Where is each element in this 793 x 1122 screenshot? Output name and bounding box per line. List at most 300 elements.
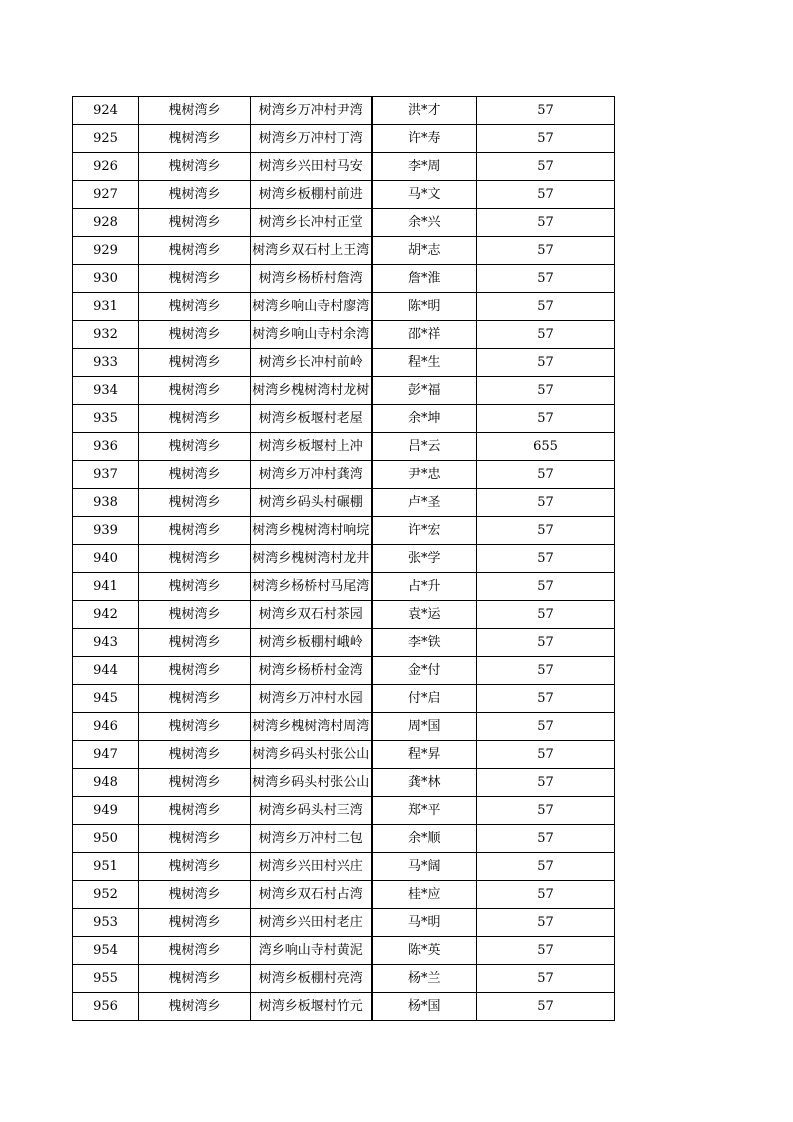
- address-cell: [251, 797, 372, 825]
- name-cell-text: 张*学: [407, 551, 441, 566]
- name-cell-text: 马*明: [407, 915, 441, 930]
- address-cell-text: 树湾乡码头村三湾: [258, 803, 363, 818]
- amount-cell: [477, 965, 615, 993]
- address-cell: [251, 965, 372, 993]
- row-number-cell-text: 945: [93, 691, 118, 706]
- row-number-cell: [73, 629, 139, 657]
- amount-cell: [477, 909, 615, 937]
- address-cell: [251, 265, 372, 293]
- table-row: [73, 265, 615, 293]
- address-cell-text: 树湾乡板棚村前进: [258, 187, 363, 202]
- township-cell: [139, 461, 251, 489]
- amount-cell-text: 57: [537, 579, 554, 594]
- amount-cell-text: 57: [537, 803, 554, 818]
- row-number-cell-text: 931: [93, 299, 118, 314]
- address-cell-text: 树湾乡万冲村尹湾: [258, 103, 363, 118]
- name-cell: [372, 153, 477, 181]
- name-cell: [372, 237, 477, 265]
- name-cell: [372, 797, 477, 825]
- amount-cell-text: 57: [537, 383, 554, 398]
- name-cell-text: 程*生: [407, 355, 441, 370]
- row-number-cell-text: 928: [93, 215, 118, 230]
- address-cell-text: 树湾乡万冲村二包: [258, 831, 363, 846]
- row-number-cell: [73, 293, 139, 321]
- address-cell: [251, 349, 372, 377]
- amount-cell: [477, 713, 615, 741]
- amount-cell-text: 57: [537, 887, 554, 902]
- address-cell-text: 树湾乡万冲村水园: [258, 691, 363, 706]
- address-cell: [251, 433, 372, 461]
- row-number-cell: [73, 545, 139, 573]
- row-number-cell-text: 941: [93, 579, 118, 594]
- address-cell: [251, 181, 372, 209]
- row-number-cell: [73, 405, 139, 433]
- name-cell: [372, 601, 477, 629]
- table-row: [73, 825, 615, 853]
- township-cell-text: 槐树湾乡: [168, 915, 221, 930]
- address-cell: [251, 629, 372, 657]
- township-cell: [139, 321, 251, 349]
- table-row: [73, 237, 615, 265]
- address-cell-text: 树湾乡板堰村老屋: [258, 411, 363, 426]
- row-number-cell: [73, 489, 139, 517]
- address-cell-text: 树湾乡兴田村兴庄: [258, 859, 363, 874]
- township-cell: [139, 965, 251, 993]
- address-cell: [251, 657, 372, 685]
- name-cell: [372, 461, 477, 489]
- address-cell-text: 树湾乡兴田村马安: [258, 159, 363, 174]
- name-cell-text: 陈*明: [407, 299, 441, 314]
- row-number-cell: [73, 797, 139, 825]
- address-cell: [251, 377, 372, 405]
- amount-cell-text: 57: [537, 831, 554, 846]
- row-number-cell-text: 952: [93, 887, 118, 902]
- name-cell: [372, 769, 477, 797]
- table-row: [73, 433, 615, 461]
- row-number-cell: [73, 825, 139, 853]
- table-row: [73, 909, 615, 937]
- amount-cell: [477, 405, 615, 433]
- name-cell-text: 彭*福: [407, 383, 441, 398]
- address-cell: [251, 237, 372, 265]
- name-cell-text: 邵*祥: [407, 327, 441, 342]
- address-cell: [251, 685, 372, 713]
- table-row: [73, 601, 615, 629]
- amount-cell: [477, 377, 615, 405]
- name-cell: [372, 965, 477, 993]
- name-cell-text: 程*昇: [407, 747, 441, 762]
- table-body: [73, 97, 615, 1021]
- township-cell-text: 槐树湾乡: [168, 747, 221, 762]
- name-cell-text: 金*付: [407, 663, 441, 678]
- township-cell: [139, 853, 251, 881]
- township-cell-text: 槐树湾乡: [168, 691, 221, 706]
- address-cell-text: 树湾乡码头村碾棚: [258, 495, 363, 510]
- name-cell: [372, 713, 477, 741]
- row-number-cell-text: 954: [93, 943, 118, 958]
- address-cell-text: 树湾乡杨桥村马尾湾: [252, 579, 370, 594]
- amount-cell-text: 57: [537, 467, 554, 482]
- row-number-cell-text: 936: [93, 439, 118, 454]
- table-row: [73, 993, 615, 1021]
- row-number-cell-text: 925: [93, 131, 118, 146]
- row-number-cell: [73, 97, 139, 125]
- township-cell-text: 槐树湾乡: [168, 831, 221, 846]
- name-cell-text: 胡*志: [407, 243, 441, 258]
- table-row: [73, 293, 615, 321]
- name-cell-text: 桂*应: [407, 887, 441, 902]
- amount-cell: [477, 97, 615, 125]
- name-cell-text: 郑*平: [407, 803, 441, 818]
- name-cell-text: 马*阔: [407, 859, 441, 874]
- amount-cell-text: 57: [537, 999, 554, 1014]
- table-row: [73, 405, 615, 433]
- row-number-cell: [73, 853, 139, 881]
- name-cell: [372, 629, 477, 657]
- address-cell-text: 树湾乡板堰村上冲: [258, 439, 363, 454]
- row-number-cell: [73, 993, 139, 1021]
- table-row: [73, 349, 615, 377]
- address-cell-text: 树湾乡板堰村竹元: [258, 999, 363, 1014]
- row-number-cell: [73, 433, 139, 461]
- row-number-cell-text: 932: [93, 327, 118, 342]
- township-cell-text: 槐树湾乡: [168, 579, 221, 594]
- township-cell: [139, 601, 251, 629]
- township-cell-text: 槐树湾乡: [168, 523, 221, 538]
- township-cell: [139, 209, 251, 237]
- row-number-cell-text: 942: [93, 607, 118, 622]
- amount-cell-text: 655: [533, 439, 558, 454]
- township-cell-text: 槐树湾乡: [168, 803, 221, 818]
- name-cell: [372, 209, 477, 237]
- row-number-cell-text: 926: [93, 159, 118, 174]
- amount-cell: [477, 629, 615, 657]
- amount-cell: [477, 881, 615, 909]
- amount-cell-text: 57: [537, 691, 554, 706]
- township-cell-text: 槐树湾乡: [168, 159, 221, 174]
- address-cell-text: 树湾乡码头村张公山: [252, 747, 370, 762]
- row-number-cell-text: 955: [93, 971, 118, 986]
- address-cell: [251, 937, 372, 965]
- address-cell-text: 树湾乡双石村茶园: [258, 607, 363, 622]
- address-cell-text: 树湾乡槐树湾村响垸: [252, 523, 370, 538]
- row-number-cell: [73, 573, 139, 601]
- name-cell: [372, 377, 477, 405]
- amount-cell: [477, 433, 615, 461]
- table-row: [73, 769, 615, 797]
- amount-cell: [477, 461, 615, 489]
- table-row: [73, 629, 615, 657]
- row-number-cell: [73, 657, 139, 685]
- amount-cell-text: 57: [537, 523, 554, 538]
- name-cell-text: 许*寿: [407, 131, 441, 146]
- address-cell: [251, 321, 372, 349]
- row-number-cell-text: 943: [93, 635, 118, 650]
- name-cell-text: 袁*运: [407, 607, 441, 622]
- address-cell: [251, 713, 372, 741]
- amount-cell: [477, 125, 615, 153]
- township-cell: [139, 97, 251, 125]
- row-number-cell-text: 949: [93, 803, 118, 818]
- name-cell-text: 杨*兰: [407, 971, 441, 986]
- address-cell-text: 树湾乡双石村上王湾: [252, 243, 370, 258]
- amount-cell-text: 57: [537, 131, 554, 146]
- amount-cell: [477, 293, 615, 321]
- address-cell-text: 树湾乡响山寺村廖湾: [252, 299, 370, 314]
- address-cell-text: 树湾乡杨桥村金湾: [258, 663, 363, 678]
- amount-cell: [477, 153, 615, 181]
- name-cell-text: 洪*才: [407, 103, 441, 118]
- township-cell: [139, 265, 251, 293]
- amount-cell-text: 57: [537, 635, 554, 650]
- table-row: [73, 853, 615, 881]
- table-row: [73, 209, 615, 237]
- address-cell: [251, 881, 372, 909]
- amount-cell: [477, 937, 615, 965]
- name-cell: [372, 937, 477, 965]
- name-cell-text: 吕*云: [407, 439, 441, 454]
- row-number-cell: [73, 265, 139, 293]
- township-cell: [139, 769, 251, 797]
- data-table: [72, 96, 615, 1021]
- amount-cell: [477, 545, 615, 573]
- row-number-cell-text: 947: [93, 747, 118, 762]
- address-cell: [251, 125, 372, 153]
- township-cell-text: 槐树湾乡: [168, 635, 221, 650]
- name-cell: [372, 825, 477, 853]
- name-cell-text: 李*铁: [407, 635, 441, 650]
- address-cell: [251, 97, 372, 125]
- table-row: [73, 713, 615, 741]
- row-number-cell-text: 950: [93, 831, 118, 846]
- row-number-cell-text: 927: [93, 187, 118, 202]
- amount-cell-text: 57: [537, 215, 554, 230]
- name-cell-text: 龚*林: [407, 775, 441, 790]
- township-cell-text: 槐树湾乡: [168, 999, 221, 1014]
- name-cell-text: 许*宏: [407, 523, 441, 538]
- row-number-cell-text: 937: [93, 467, 118, 482]
- amount-cell: [477, 601, 615, 629]
- row-number-cell-text: 948: [93, 775, 118, 790]
- name-cell-text: 马*文: [407, 187, 441, 202]
- amount-cell-text: 57: [537, 495, 554, 510]
- amount-cell-text: 57: [537, 719, 554, 734]
- row-number-cell: [73, 713, 139, 741]
- row-number-cell: [73, 125, 139, 153]
- amount-cell-text: 57: [537, 943, 554, 958]
- township-cell: [139, 825, 251, 853]
- township-cell: [139, 405, 251, 433]
- amount-cell-text: 57: [537, 299, 554, 314]
- row-number-cell: [73, 881, 139, 909]
- address-cell: [251, 209, 372, 237]
- name-cell-text: 周*国: [407, 719, 441, 734]
- address-cell-text: 树湾乡万冲村丁湾: [258, 131, 363, 146]
- amount-cell-text: 57: [537, 859, 554, 874]
- township-cell: [139, 685, 251, 713]
- township-cell-text: 槐树湾乡: [168, 859, 221, 874]
- amount-cell: [477, 825, 615, 853]
- name-cell: [372, 349, 477, 377]
- township-cell: [139, 993, 251, 1021]
- township-cell-text: 槐树湾乡: [168, 551, 221, 566]
- address-cell: [251, 461, 372, 489]
- row-number-cell-text: 939: [93, 523, 118, 538]
- amount-cell: [477, 321, 615, 349]
- table-row: [73, 657, 615, 685]
- amount-cell: [477, 489, 615, 517]
- amount-cell: [477, 181, 615, 209]
- amount-cell: [477, 797, 615, 825]
- address-cell-text: 树湾乡万冲村龚湾: [258, 467, 363, 482]
- township-cell: [139, 517, 251, 545]
- amount-cell: [477, 853, 615, 881]
- table-row: [73, 685, 615, 713]
- table-row: [73, 377, 615, 405]
- address-cell: [251, 909, 372, 937]
- township-cell-text: 槐树湾乡: [168, 215, 221, 230]
- township-cell: [139, 909, 251, 937]
- amount-cell-text: 57: [537, 663, 554, 678]
- row-number-cell: [73, 685, 139, 713]
- name-cell: [372, 181, 477, 209]
- row-number-cell: [73, 965, 139, 993]
- amount-cell: [477, 517, 615, 545]
- township-cell-text: 槐树湾乡: [168, 887, 221, 902]
- row-number-cell: [73, 741, 139, 769]
- amount-cell-text: 57: [537, 971, 554, 986]
- name-cell: [372, 97, 477, 125]
- name-cell: [372, 433, 477, 461]
- row-number-cell-text: 953: [93, 915, 118, 930]
- row-number-cell-text: 938: [93, 495, 118, 510]
- township-cell-text: 槐树湾乡: [168, 495, 221, 510]
- amount-cell: [477, 657, 615, 685]
- row-number-cell-text: 956: [93, 999, 118, 1014]
- amount-cell-text: 57: [537, 915, 554, 930]
- township-cell-text: 槐树湾乡: [168, 355, 221, 370]
- amount-cell: [477, 769, 615, 797]
- address-cell-text: 树湾乡槐树湾村周湾: [252, 719, 370, 734]
- township-cell-text: 槐树湾乡: [168, 439, 221, 454]
- amount-cell: [477, 349, 615, 377]
- township-cell-text: 槐树湾乡: [168, 775, 221, 790]
- township-cell: [139, 489, 251, 517]
- amount-cell: [477, 685, 615, 713]
- row-number-cell-text: 930: [93, 271, 118, 286]
- township-cell: [139, 377, 251, 405]
- township-cell: [139, 349, 251, 377]
- name-cell-text: 杨*国: [407, 999, 441, 1014]
- row-number-cell: [73, 909, 139, 937]
- name-cell-text: 尹*忠: [407, 467, 441, 482]
- amount-cell-text: 57: [537, 355, 554, 370]
- name-cell: [372, 293, 477, 321]
- table-row: [73, 741, 615, 769]
- amount-cell: [477, 573, 615, 601]
- amount-cell-text: 57: [537, 607, 554, 622]
- township-cell-text: 槐树湾乡: [168, 943, 221, 958]
- row-number-cell: [73, 321, 139, 349]
- township-cell: [139, 545, 251, 573]
- address-cell-text: 树湾乡槐树湾村龙树: [252, 383, 370, 398]
- table-row: [73, 797, 615, 825]
- name-cell: [372, 321, 477, 349]
- township-cell: [139, 629, 251, 657]
- name-cell: [372, 489, 477, 517]
- township-cell-text: 槐树湾乡: [168, 719, 221, 734]
- amount-cell: [477, 237, 615, 265]
- name-cell-text: 占*升: [407, 579, 441, 594]
- township-cell: [139, 573, 251, 601]
- township-cell: [139, 713, 251, 741]
- township-cell: [139, 881, 251, 909]
- row-number-cell: [73, 209, 139, 237]
- address-cell-text: 树湾乡响山寺村余湾: [252, 327, 370, 342]
- address-cell: [251, 769, 372, 797]
- name-cell: [372, 517, 477, 545]
- name-cell: [372, 853, 477, 881]
- address-cell-text: 树湾乡板棚村峨岭: [258, 635, 363, 650]
- name-cell: [372, 881, 477, 909]
- address-cell: [251, 153, 372, 181]
- row-number-cell: [73, 461, 139, 489]
- table-row: [73, 489, 615, 517]
- address-cell: [251, 993, 372, 1021]
- address-cell-text: 树湾乡长冲村正堂: [258, 215, 363, 230]
- township-cell-text: 槐树湾乡: [168, 607, 221, 622]
- table-row: [73, 461, 615, 489]
- table-row: [73, 153, 615, 181]
- township-cell-text: 槐树湾乡: [168, 327, 221, 342]
- address-cell: [251, 573, 372, 601]
- amount-cell-text: 57: [537, 775, 554, 790]
- address-cell-text: 树湾乡双石村占湾: [258, 887, 363, 902]
- table-row: [73, 937, 615, 965]
- table-row: [73, 881, 615, 909]
- row-number-cell-text: 944: [93, 663, 118, 678]
- table-row: [73, 517, 615, 545]
- address-cell-text: 湾乡响山寺村黄泥: [258, 943, 363, 958]
- address-cell: [251, 293, 372, 321]
- name-cell: [372, 125, 477, 153]
- address-cell-text: 树湾乡板棚村亮湾: [258, 971, 363, 986]
- address-cell: [251, 825, 372, 853]
- row-number-cell: [73, 937, 139, 965]
- row-number-cell: [73, 377, 139, 405]
- township-cell: [139, 181, 251, 209]
- name-cell-text: 付*启: [407, 691, 441, 706]
- name-cell: [372, 545, 477, 573]
- township-cell: [139, 237, 251, 265]
- table-row: [73, 97, 615, 125]
- table-row: [73, 545, 615, 573]
- name-cell-text: 卢*圣: [407, 495, 441, 510]
- amount-cell-text: 57: [537, 159, 554, 174]
- name-cell-text: 詹*淮: [407, 271, 441, 286]
- amount-cell: [477, 993, 615, 1021]
- township-cell: [139, 153, 251, 181]
- township-cell-text: 槐树湾乡: [168, 971, 221, 986]
- name-cell: [372, 657, 477, 685]
- row-number-cell: [73, 153, 139, 181]
- address-cell: [251, 853, 372, 881]
- name-cell-text: 李*周: [407, 159, 441, 174]
- row-number-cell: [73, 237, 139, 265]
- row-number-cell: [73, 517, 139, 545]
- table-row: [73, 181, 615, 209]
- amount-cell: [477, 265, 615, 293]
